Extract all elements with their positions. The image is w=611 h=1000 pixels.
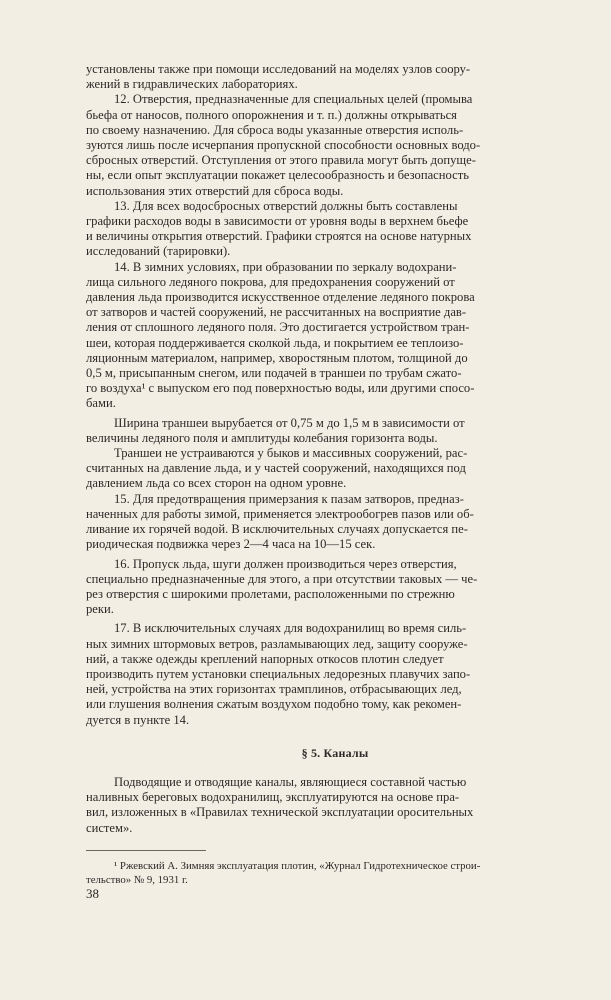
paragraph-14: 14. В зимних условиях, при образовании по зеркалу водохрани- лища сильного ледяного покрова, для предохранения сооружений от давления льда производится искусственное отделение ледяного покрова от затворов и частей сооружений, не рассчитанных на восприятие дав- ления от сплошного ледяного поля. Это достигается устройством тран- шеи, которая поддерживается сколкой льда, и покрытием ее теплоизо- ляционным материалом, например, хворостяным плотом, толщиной до 0,5 м, присыпанным снегом, или подачей в траншеи по трубам сжато- го воздуха¹ с выпуском его под поверхностью воды, или другими спосо- бами. bbox=[86, 259, 475, 411]
footnote-divider bbox=[86, 850, 206, 851]
page-number: 38 bbox=[86, 886, 99, 901]
footnote: ¹ Ржевский А. Зимняя эксплуатация плотин, «Журнал Гидротехническое строи- тельство» № 9, 1931 г. bbox=[86, 859, 481, 887]
section-heading: § 5. Каналы bbox=[301, 745, 369, 760]
paragraph-trench-exceptions: Траншеи не устраиваются у быков и массивных сооружений, рас- считанных на давление льда, и у частей сооружений, находящихся под давлением льда со всех сторон на одном уровне. bbox=[86, 446, 468, 491]
paragraph-continuation: установлены также при помощи исследований на моделях узлов соору- жений в гидравлических лабораториях. bbox=[86, 62, 471, 92]
paragraph-16: 16. Пропуск льда, шуги должен производиться через отверстия, специально предназначенные для этого, а при отсутствии таковых — че- рез отверстия с широкими пролетами, расположенными по стрежню реки. bbox=[86, 556, 478, 617]
paragraph-trench-width: Ширина траншеи вырубается от 0,75 м до 1,5 м в зависимости от величины ледяного поля и амплитуды колебания горизонта воды. bbox=[86, 415, 465, 445]
paragraph-12: 12. Отверстия, предназначенные для специальных целей (промыва бьефа от наносов, полного опорожнения и т. п.) должны открываться по своему назначению. Для сброса воды указанные отверстия исполь- зуются лишь после исчерпания пропускной способности основных водо- сбросных отверстий. Отступления от этого правила могут быть допуще- ны, если опыт эксплуатации покажет целесообразность и безопасность использования этих отверстий для сброса воды. bbox=[86, 92, 481, 198]
section-paragraph: Подводящие и отводящие каналы, являющиеся составной частью наливных береговых водохранилищ, эксплуатируются на основе пра- вил, изложенных в «Правилах технической эксплуатации оросительных систем». bbox=[86, 774, 474, 835]
paragraph-13: 13. Для всех водосбросных отверстий должны быть составлены графики расходов воды в зависимости от уровня воды в верхнем бьефе и величины открытия отверстий. Графики строятся на основе натурных исследований (тарировки). bbox=[86, 198, 472, 259]
paragraph-17: 17. В исключительных случаях для водохранилищ во время силь- ных зимних штормовых ветров, разламывающих лед, защиту сооруже- ний, а также одежды креплений напорных откосов плотин следует производить путем установки специальных ледорезных плавучих запо- ней, устройства на этих горизонтах трамплинов, отбрасывающих лед, или глушения волнения сжатым воздухом подобно тому, как рекомен- дуется в пункте 14. bbox=[86, 621, 471, 727]
paragraph-15: 15. Для предотвращения примерзания к пазам затворов, предназ- наченных для работы зимой, применяется электрообогрев пазов или об- ливание их горячей водой. В исключительных случаях допускается пе- риодическая подвижка через 2—4 часа на 10—15 сек. bbox=[86, 491, 474, 552]
